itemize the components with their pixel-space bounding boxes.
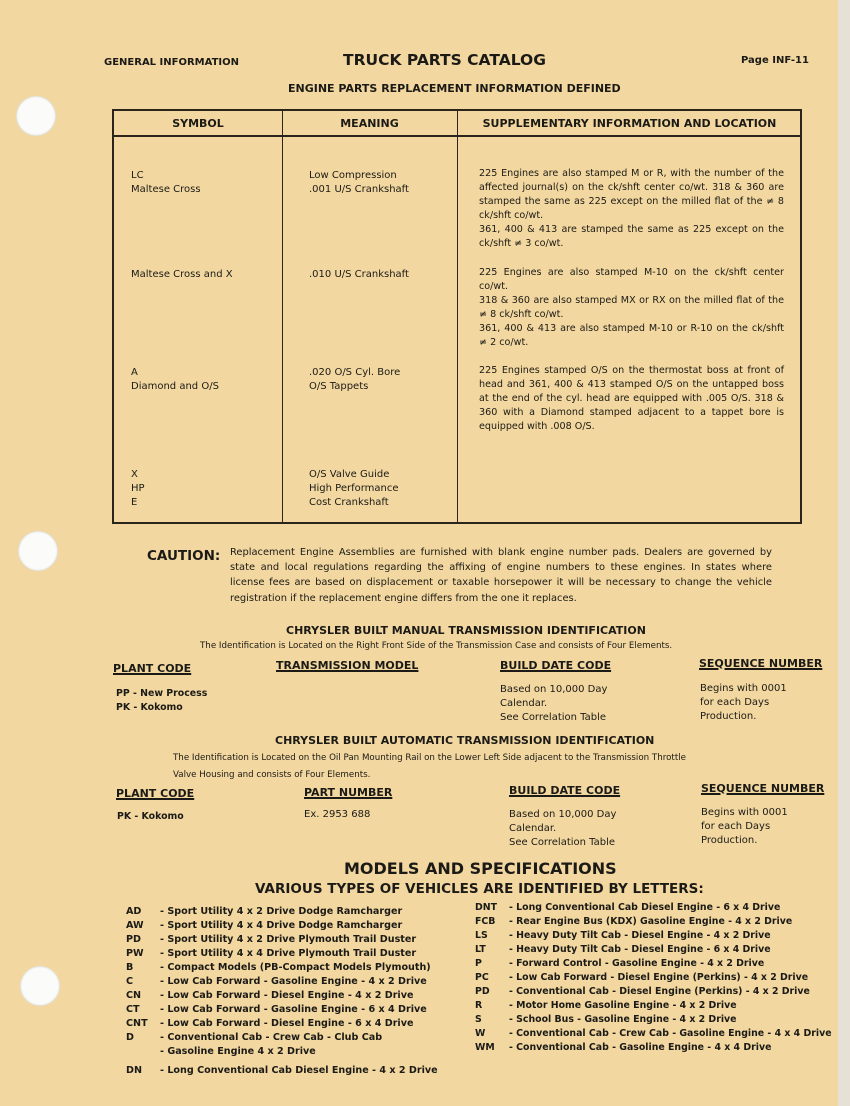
sequence-text: for each Days [700, 697, 770, 708]
list-item [475, 1027, 832, 1041]
model-desc: - Forward Control - Gasoline Engine - 4 x 2 Drive [509, 958, 765, 969]
subtitle-line: Valve Housing and consists of Four Elements. [173, 769, 371, 780]
build-date-text: Based on 10,000 Day [509, 809, 617, 820]
caution-label: CAUTION: [147, 548, 221, 564]
model-code: PD [475, 986, 490, 997]
meaning-text: O/S Tappets [309, 381, 369, 393]
model-code: W [475, 1028, 486, 1039]
meaning-text: Cost Crankshaft [309, 497, 389, 509]
model-code: DN [126, 1065, 142, 1076]
sequence-text: Begins with 0001 [701, 807, 788, 818]
page-edge [838, 0, 850, 1106]
symbol-text: Diamond and O/S [131, 381, 219, 393]
sequence-text: for each Days [701, 821, 771, 832]
list-item [475, 943, 832, 957]
list-item [475, 971, 832, 985]
model-code: FCB [475, 916, 496, 927]
manual-header-build-date-code: BUILD DATE CODE [500, 659, 612, 672]
table-row-1-supplementary [479, 167, 784, 252]
symbol-text: A [131, 367, 138, 378]
manual-sequence [700, 682, 787, 724]
supplementary-text: 225 Engines stamped O/S on the thermostat boss at front of head and 361, 400 & 413 stamped O/S on the untapped boss at the end of the cyl. head are equipped with .005 O/S. 318 & 360 with a Diamond stamped adjacent to a tappet bore is equipped with .008 O/S. [479, 365, 784, 433]
list-item [475, 929, 832, 943]
automatic-header-sequence-number: SEQUENCE NUMBER [701, 782, 825, 795]
model-desc: - Low Cab Forward - Gasoline Engine - 4 x 2 Drive [160, 976, 427, 987]
sequence-text: Begins with 0001 [700, 683, 787, 694]
list-item [126, 975, 438, 989]
list-item [126, 1003, 438, 1017]
table-row-3-supplementary [479, 364, 784, 434]
table-row-2-symbol [131, 268, 233, 282]
list-item [126, 1045, 438, 1059]
meaning-text: Low Compression [309, 170, 397, 181]
model-code: CNT [126, 1018, 148, 1029]
list-item [475, 1041, 832, 1055]
table-row-1-symbol [131, 169, 201, 197]
model-desc: - Compact Models (PB-Compact Models Plymouth) [160, 962, 431, 973]
model-desc: - Low Cab Forward - Diesel Engine - 4 x 2 Drive [160, 990, 414, 1001]
sequence-text: Production. [701, 835, 758, 846]
meaning-text: .001 U/S Crankshaft [309, 184, 409, 196]
plant-code-text: PK - Kokomo [116, 702, 183, 713]
build-date-text: See Correlation Table [500, 712, 607, 723]
model-desc: - Sport Utility 4 x 2 Drive Dodge Ramcharger [160, 906, 403, 917]
model-code: AD [126, 906, 142, 917]
model-desc: - Rear Engine Bus (KDX) Gasoline Engine - 4 x 2 Drive [509, 916, 793, 927]
automatic-header-part-number: PART NUMBER [304, 786, 393, 799]
models-subtitle: VARIOUS TYPES OF VEHICLES ARE IDENTIFIED BY LETTERS: [255, 881, 704, 897]
list-item [126, 1031, 438, 1045]
list-item [126, 1017, 438, 1031]
model-code: CN [126, 990, 142, 1001]
list-item [126, 947, 438, 961]
list-item [475, 915, 832, 929]
automatic-transmission-title: CHRYSLER BUILT AUTOMATIC TRANSMISSION IDENTIFICATION [275, 734, 655, 747]
model-code: B [126, 962, 134, 973]
model-code: DNT [475, 902, 498, 913]
table-row-4-meaning [309, 468, 399, 511]
meaning-text: O/S Valve Guide [309, 469, 390, 480]
build-date-text: Calendar. [500, 698, 548, 709]
plant-code-text: PP - New Process [116, 688, 208, 699]
symbol-text: Maltese Cross and X [131, 269, 233, 280]
automatic-header-plant-code: PLANT CODE [116, 787, 195, 800]
table-row-4-symbol [131, 468, 145, 511]
caution-text: Replacement Engine Assemblies are furnished with blank engine number pads. Dealers are governed by state and local regulations regarding the affixing of engine numbers to these engines. In states where license fees are based on displacement or taxable horsepower it will be necessary to change the vehicle registration if the replacement engine differs from the one it replaces. [230, 547, 772, 604]
supplementary-text: 361, 400 & 413 are also stamped M-10 or R-10 on the ck/shft ≠ 2 co/wt. [479, 323, 784, 349]
table-row-3-symbol [131, 366, 219, 394]
symbol-text: HP [131, 483, 145, 495]
symbol-text: Maltese Cross [131, 184, 201, 196]
meaning-text: .010 U/S Crankshaft [309, 269, 409, 280]
model-desc: - Conventional Cab - Gasoline Engine - 4 x 4 Drive [509, 1042, 772, 1053]
table-column-divider-1 [282, 111, 283, 522]
symbol-text: LC [131, 170, 144, 181]
automatic-build-date [509, 808, 616, 850]
model-desc: - Conventional Cab - Crew Cab - Club Cab [160, 1032, 383, 1043]
automatic-sequence [701, 806, 788, 848]
list-item [475, 957, 832, 971]
model-code: PC [475, 972, 489, 983]
table-column-divider-2 [457, 111, 458, 522]
model-desc: - Long Conventional Cab Diesel Engine - 6 x 4 Drive [509, 902, 781, 913]
table-row-2-supplementary [479, 266, 784, 351]
list-item [126, 905, 438, 919]
punch-hole-bottom [20, 966, 60, 1006]
model-code: PW [126, 948, 144, 959]
column-header-meaning: MEANING [340, 117, 399, 130]
build-date-text: Calendar. [509, 823, 557, 834]
model-desc: - Motor Home Gasoline Engine - 4 x 2 Drive [509, 1000, 737, 1011]
models-right-list [475, 901, 832, 1055]
manual-transmission-title: CHRYSLER BUILT MANUAL TRANSMISSION IDENTIFICATION [286, 624, 646, 637]
section-title: ENGINE PARTS REPLACEMENT INFORMATION DEFINED [288, 82, 621, 95]
list-item [475, 1013, 832, 1027]
automatic-transmission-subtitle [173, 750, 686, 783]
engine-parts-table [112, 109, 802, 524]
model-code: P [475, 958, 482, 969]
model-code: C [126, 976, 134, 987]
list-item [475, 985, 832, 999]
model-code: R [475, 1000, 483, 1011]
model-code: D [126, 1032, 134, 1043]
punch-hole-top [16, 96, 56, 136]
model-desc: - Conventional Cab - Diesel Engine (Perkins) - 4 x 2 Drive [509, 986, 810, 997]
list-item [475, 999, 832, 1013]
model-desc: - Sport Utility 4 x 2 Drive Plymouth Trail Duster [160, 934, 417, 945]
model-desc: - School Bus - Gasoline Engine - 4 x 2 Drive [509, 1014, 737, 1025]
page-title: TRUCK PARTS CATALOG [343, 51, 546, 69]
list-item [126, 961, 438, 975]
automatic-part-number: Ex. 2953 688 [304, 809, 371, 820]
list-item [126, 1064, 438, 1078]
build-date-text: Based on 10,000 Day [500, 684, 608, 695]
sequence-text: Production. [700, 711, 757, 722]
model-desc: - Conventional Cab - Crew Cab - Gasoline Engine - 4 x 4 Drive [509, 1028, 832, 1039]
supplementary-text: 225 Engines are also stamped M-10 on the ck/shft center co/wt. [479, 267, 784, 293]
page-number: Page INF-11 [741, 55, 809, 66]
model-desc: - Sport Utility 4 x 4 Drive Dodge Ramcharger [160, 920, 403, 931]
symbol-text: E [131, 497, 138, 509]
punch-hole-middle [18, 531, 58, 571]
model-desc: - Heavy Duty Tilt Cab - Diesel Engine - 4 x 2 Drive [509, 930, 771, 941]
list-item [126, 933, 438, 947]
meaning-text: .020 O/S Cyl. Bore [309, 367, 401, 378]
column-header-supplementary: SUPPLEMENTARY INFORMATION AND LOCATION [482, 117, 777, 130]
model-code: LT [475, 944, 486, 955]
automatic-header-build-date-code: BUILD DATE CODE [509, 784, 621, 797]
model-desc: - Low Cab Forward - Diesel Engine (Perkins) - 4 x 2 Drive [509, 972, 809, 983]
model-code: PD [126, 934, 141, 945]
table-row-1-meaning [309, 169, 409, 197]
supplementary-text: 225 Engines are also stamped M or R, with the number of the affected journal(s) on the ck/shft center co/wt. 318 & 360 are stamped the same as 225 except on the milled flat of the ≠ 8 ck/shft co/wt. [479, 168, 784, 222]
symbol-text: X [131, 469, 138, 480]
supplementary-text: 318 & 360 are also stamped MX or RX on the milled flat of the ≠ 8 ck/shft co/wt. [479, 295, 784, 321]
list-item [126, 919, 438, 933]
model-desc: - Gasoline Engine 4 x 2 Drive [160, 1046, 316, 1057]
manual-header-sequence-number: SEQUENCE NUMBER [699, 657, 823, 670]
manual-header-transmission-model: TRANSMISSION MODEL [276, 659, 419, 672]
automatic-plant-code: PK - Kokomo [117, 811, 184, 822]
model-code: AW [126, 920, 144, 931]
list-item [475, 901, 832, 915]
manual-plant-codes [116, 687, 207, 715]
column-header-symbol: SYMBOL [172, 117, 224, 130]
model-code: WM [475, 1042, 495, 1053]
model-desc: - Low Cab Forward - Diesel Engine - 6 x 4 Drive [160, 1018, 414, 1029]
models-left-list [126, 905, 438, 1078]
table-row-2-meaning [309, 268, 409, 282]
model-desc: - Low Cab Forward - Gasoline Engine - 6 x 4 Drive [160, 1004, 427, 1015]
list-item [126, 989, 438, 1003]
manual-header-plant-code: PLANT CODE [113, 662, 192, 675]
header-section-label: GENERAL INFORMATION [104, 57, 239, 68]
model-code: CT [126, 1004, 140, 1015]
model-desc: - Long Conventional Cab Diesel Engine - 4 x 2 Drive [160, 1065, 438, 1076]
manual-transmission-subtitle: The Identification is Located on the Right Front Side of the Transmission Case and consists of Four Elements. [200, 641, 673, 651]
meaning-text: High Performance [309, 483, 399, 495]
model-desc: - Sport Utility 4 x 4 Drive Plymouth Trail Duster [160, 948, 417, 959]
supplementary-text: 361, 400 & 413 are stamped the same as 225 except on the ck/shft ≠ 3 co/wt. [479, 224, 784, 250]
build-date-text: See Correlation Table [509, 837, 616, 848]
models-title: MODELS AND SPECIFICATIONS [344, 859, 617, 878]
subtitle-line: The Identification is Located on the Oil Pan Mounting Rail on the Lower Left Side adjacent to the Transmission Throttle [173, 753, 686, 763]
table-row-3-meaning [309, 366, 400, 394]
model-desc: - Heavy Duty Tilt Cab - Diesel Engine - 6 x 4 Drive [509, 944, 771, 955]
model-code: S [475, 1014, 482, 1025]
manual-build-date [500, 683, 607, 725]
model-code: LS [475, 930, 488, 941]
